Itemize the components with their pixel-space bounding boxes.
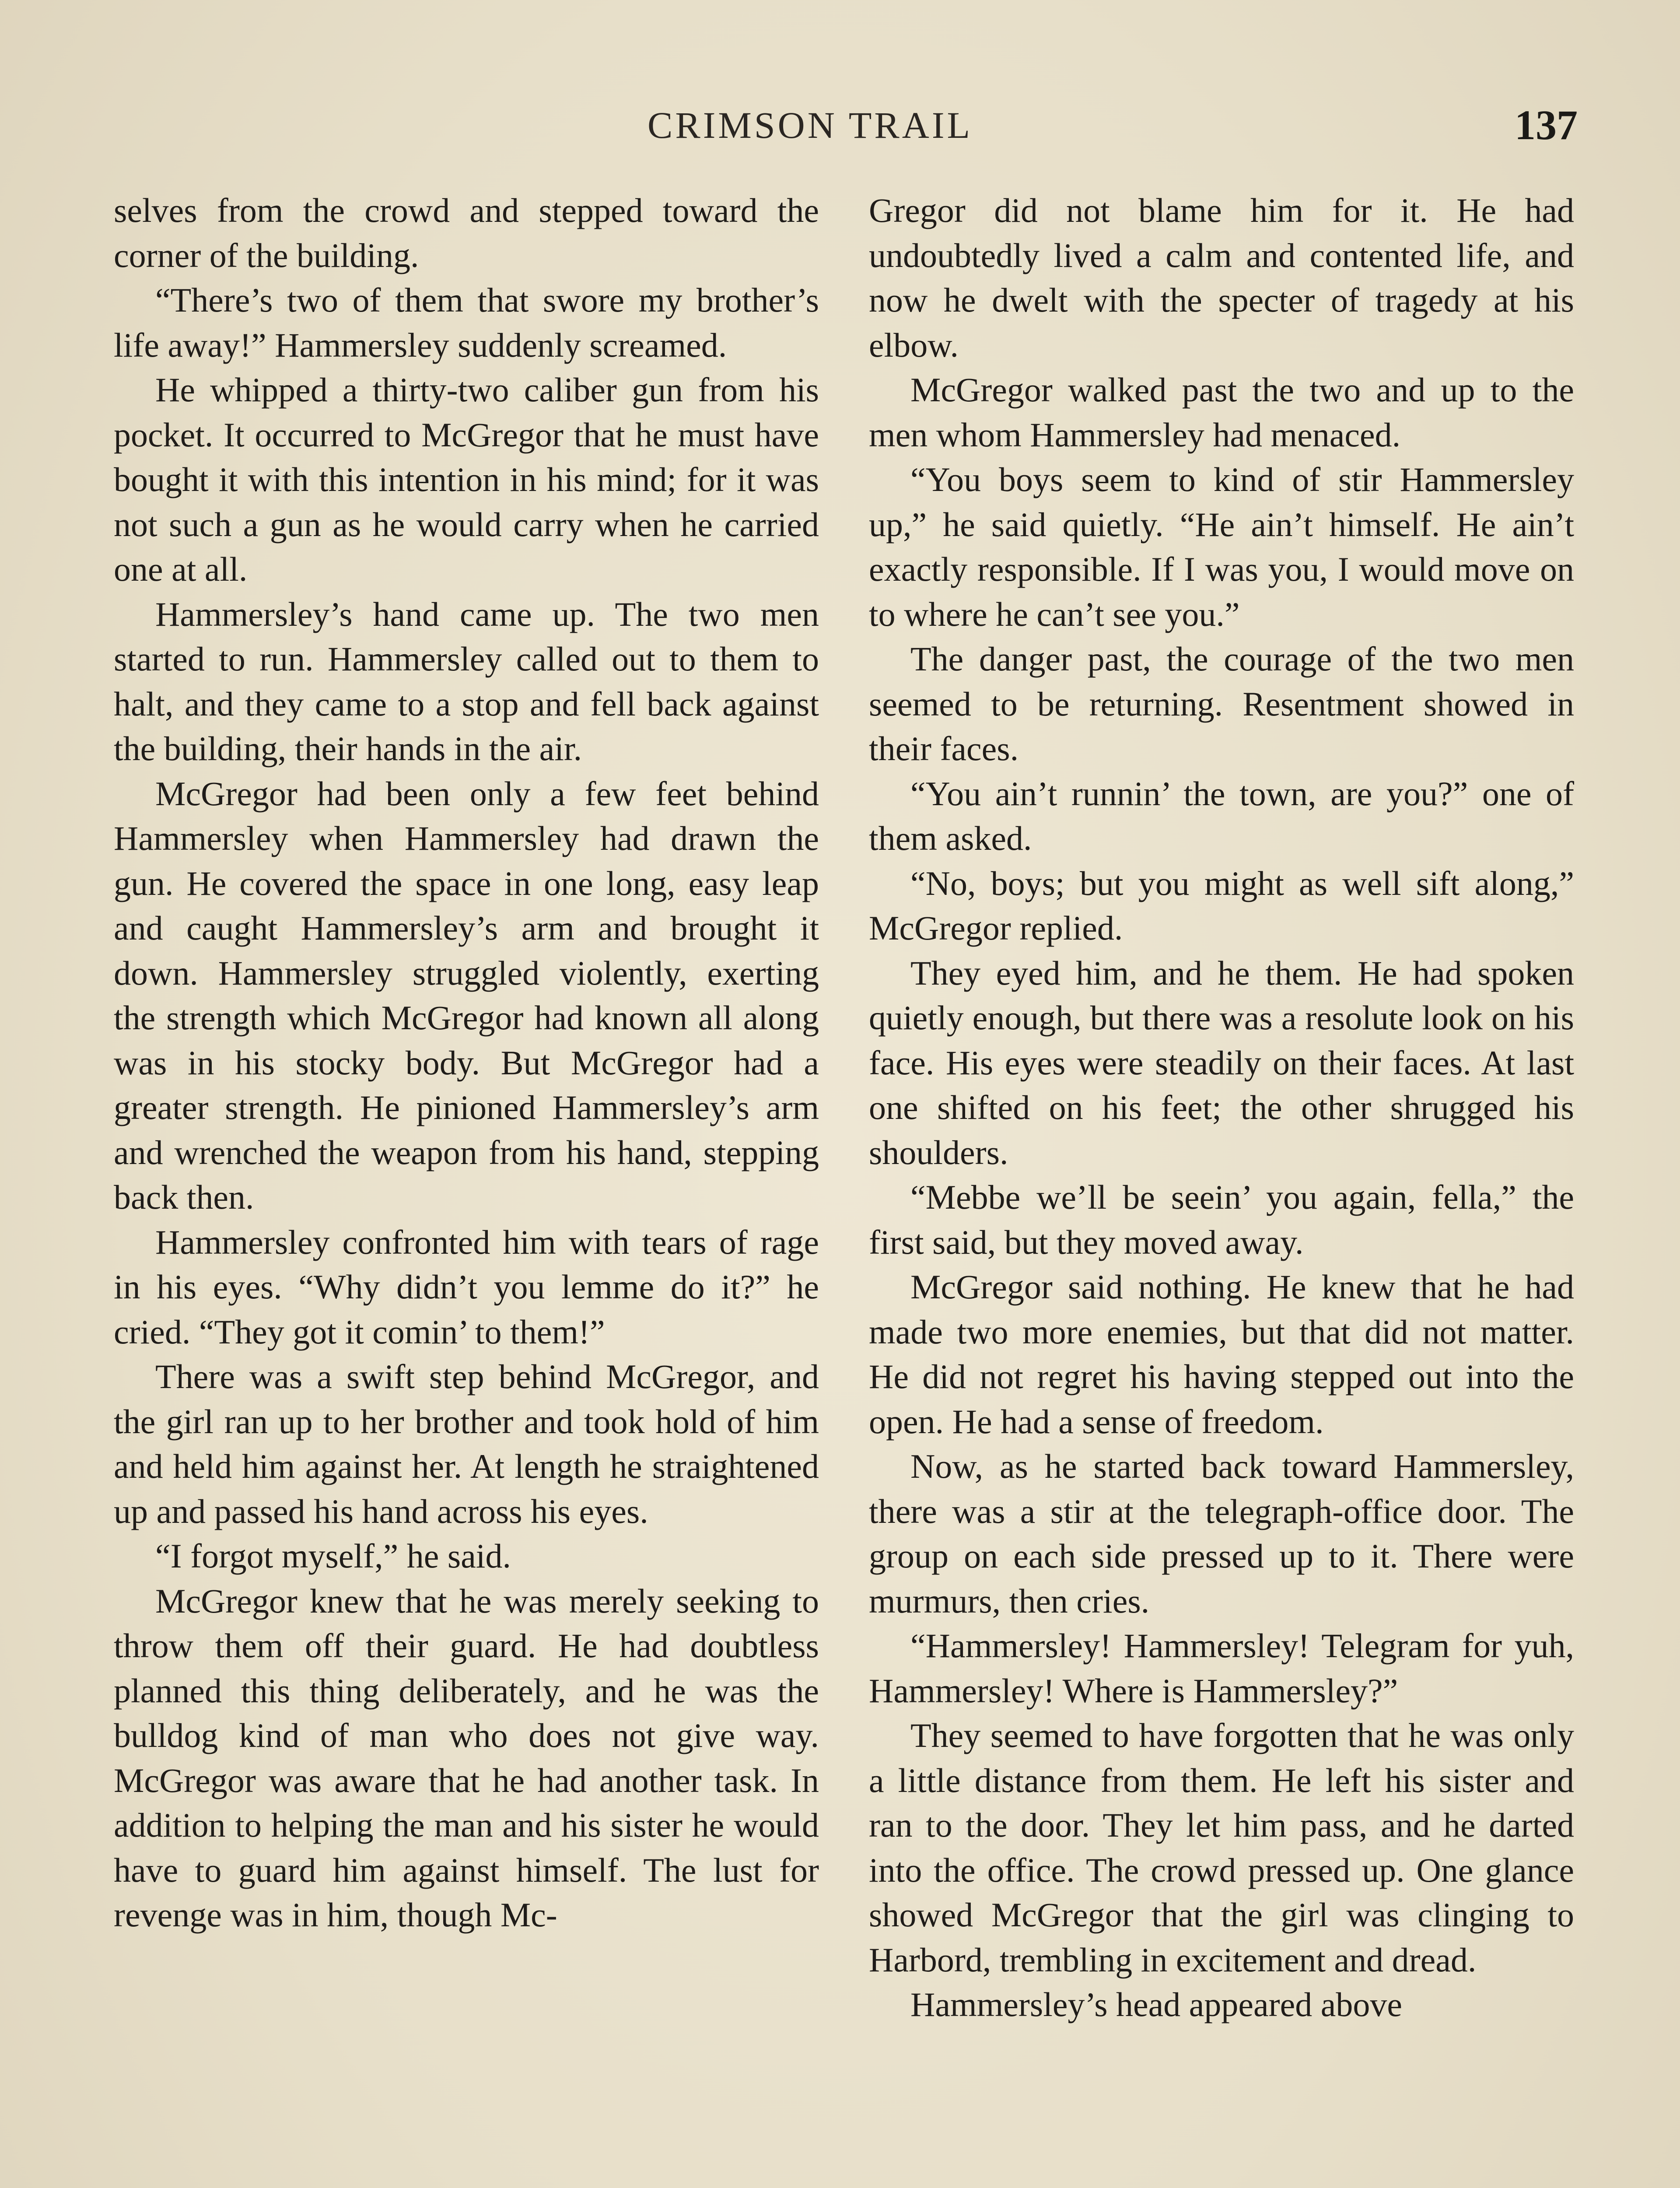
paragraph: “Mebbe we’ll be seein’ you again, fella,” the first said, but they moved away. [869, 1178, 1574, 1261]
paragraph: He whipped a thirty-two caliber gun from his pocket. It occurred to McGregor that he must have bought it with this intention in his mind; for it was not such a gun as he would carry when he carried one at all. [114, 371, 819, 588]
left-column [114, 188, 819, 2188]
paragraph: “No, boys; but you might as well sift along,” McGregor replied. [869, 864, 1574, 947]
paragraph: Gregor did not blame him for it. He had undoubtedly lived a calm and contented life, and now he dwelt with the specter of tragedy at his elbow. [869, 191, 1574, 364]
paragraph: Hammersley’s hand came up. The two men started to run. Hammersley called out to them to halt, and they came to a stop and fell back against the building, their hands in the air. [114, 595, 819, 768]
paragraph: McGregor knew that he was merely seeking to throw them off their guard. He had doubtless planned this thing deliberately, and he was the bulldog kind of man who does not give way. McGregor was aware that he had another task. In addition to helping the man and his sister he would have to guard him against himself. The lust for revenge was in him, though Mc- [114, 1581, 819, 1934]
paragraph: McGregor said nothing. He knew that he had made two more enemies, but that did not matter. He did not regret his having stepped out into the open. He had a sense of freedom. [869, 1268, 1574, 1441]
paragraph: Hammersley confronted him with tears of rage in his eyes. “Why didn’t you lemme do it?” he cried. “They got it comin’ to them!” [114, 1223, 819, 1351]
paragraph: “You boys seem to kind of stir Hammersley up,” he said quietly. “He ain’t himself. He ain’t exactly responsible. If I was you, I would move on to where he can’t see you.” [869, 460, 1574, 633]
page-number: 137 [1515, 102, 1578, 148]
paragraph: They eyed him, and he them. He had spoken quietly enough, but there was a resolute look on his face. His eyes were steadily on their faces. At last one shifted on his feet; the other shrugged his shoulders. [869, 954, 1574, 1171]
paragraph: “You ain’t runnin’ the town, are you?” one of them asked. [869, 774, 1574, 857]
paragraph: The danger past, the courage of the two men seemed to be returning. Resentment showed in their faces. [869, 640, 1574, 768]
paragraph: “Hammersley! Hammersley! Telegram for yuh, Hammersley! Where is Hammersley?” [869, 1627, 1574, 1710]
paragraph: McGregor walked past the two and up to the men whom Hammersley had menaced. [869, 371, 1574, 454]
paragraph: There was a swift step behind McGregor, and the girl ran up to her brother and took hold of him and held him against her. At length he straightened up and passed his hand across his eyes. [114, 1357, 819, 1530]
paragraph: McGregor had been only a few feet behind Hammersley when Hammersley had drawn the gun. He covered the space in one long, easy leap and caught Hammersley’s arm and brought it down. Hammersley struggled violently, exerting the strength which McGregor had known all along was in his stocky body. But McGregor had a greater strength. He pinioned Hammersley’s arm and wrenched the weapon from his hand, stepping back then. [114, 774, 819, 1216]
right-column [869, 188, 1574, 2188]
paragraph: selves from the crowd and stepped toward the corner of the building. [114, 191, 819, 274]
paragraph: Now, as he started back toward Hammersley, there was a stir at the telegraph-office door. The group on each side pressed up to it. There were murmurs, then cries. [869, 1447, 1574, 1620]
paragraph: “I forgot myself,” he said. [155, 1537, 511, 1575]
paragraph: “There’s two of them that swore my brother’s life away!” Hammersley suddenly screamed. [114, 281, 819, 364]
running-title: CRIMSON TRAIL [648, 104, 973, 146]
paragraph: Hammersley’s head appeared above [910, 1985, 1402, 2023]
paragraph: They seemed to have forgotten that he was only a little distance from them. He left his sister and ran to the door. They let him pass, and he darted into the office. The crowd pressed up. One glance showed McGregor that the girl was clinging to Harbord, trembling in excitement and dread. [869, 1716, 1574, 1979]
